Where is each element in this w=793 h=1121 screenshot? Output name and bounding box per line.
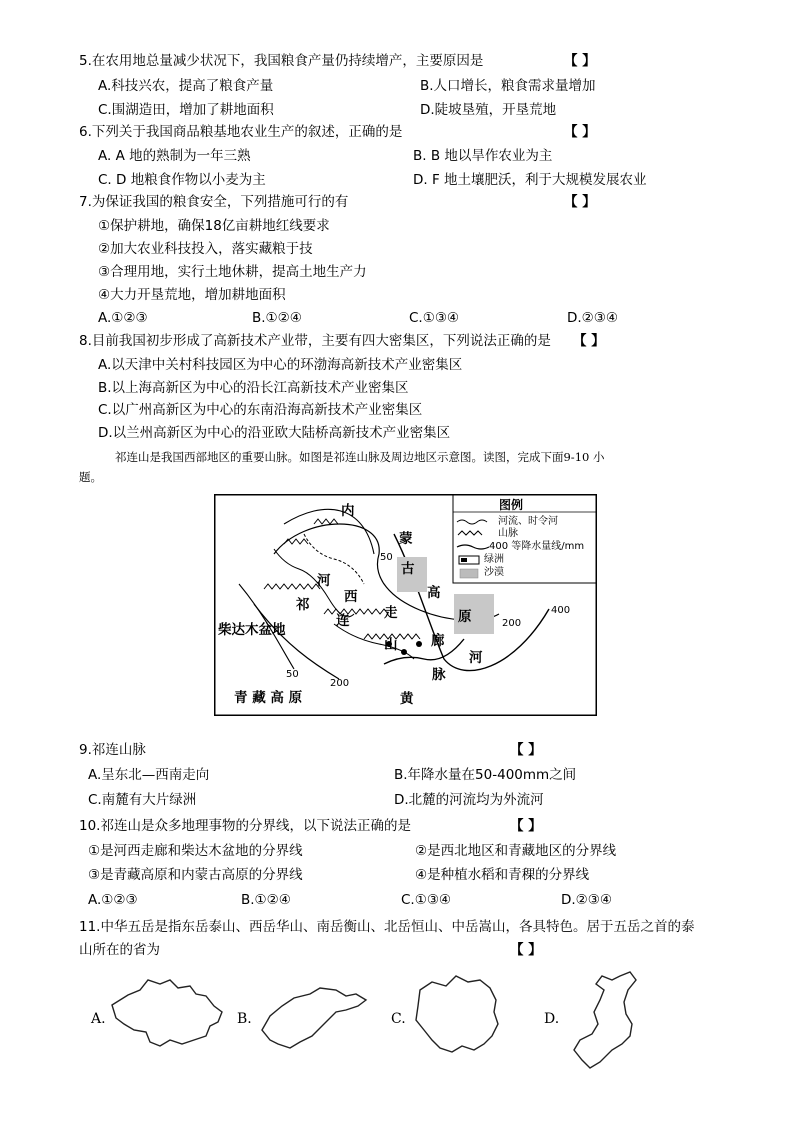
map-label-qaidam: 柴达木盆地	[218, 622, 286, 638]
q8-answer-bracket[interactable]: 【 】	[573, 333, 605, 349]
q7-option-b[interactable]: B.①②④	[252, 310, 302, 326]
q6-option-c[interactable]: C. D 地粮食作物以小麦为主	[98, 172, 266, 188]
q10-answer-bracket[interactable]: 【 】	[510, 818, 542, 834]
q9-option-b[interactable]: B.年降水量在50-400mm之间	[394, 767, 577, 783]
map-label-he2: 河	[469, 650, 483, 666]
map-label-200b: 200	[330, 678, 350, 689]
oasis-3	[416, 641, 422, 647]
map-label-200a: 200	[502, 618, 522, 629]
map-label-nei: 内	[341, 503, 355, 519]
q5-answer-bracket[interactable]: 【 】	[564, 53, 596, 69]
province-outline-b	[262, 988, 366, 1048]
q6-option-b[interactable]: B. B 地以旱作农业为主	[413, 148, 553, 164]
q10-item-2: ②是西北地区和青藏地区的分界线	[415, 843, 617, 859]
oasis-2	[401, 649, 407, 655]
q8-option-c[interactable]: C.以广州高新区为中心的东南沿海高新技术产业密集区	[98, 402, 423, 418]
q6-option-a[interactable]: A. A 地的熟制为一年三熟	[98, 148, 251, 164]
q7-item-2: ②加大农业科技投入，落实藏粮于技	[98, 241, 313, 257]
q11-option-d-label[interactable]: D.	[544, 1011, 560, 1027]
q5-option-c[interactable]: C.围湖造田，增加了耕地面积	[98, 102, 274, 118]
map-label-qi: 祁	[296, 597, 310, 613]
q7-item-3: ③合理用地，实行土地休耕，提高土地生产力	[98, 264, 367, 280]
q11-option-c-label[interactable]: C.	[391, 1011, 406, 1027]
map-label-huang: 黄	[400, 691, 414, 707]
map-label-gao: 高	[427, 585, 441, 601]
q10-option-a[interactable]: A.①②③	[88, 892, 138, 908]
q7-item-4: ④大力开垦荒地，增加耕地面积	[98, 287, 286, 303]
map-label-lang: 廊	[431, 633, 445, 649]
q7-option-a[interactable]: A.①②③	[98, 310, 148, 326]
intro-line-2: 题。	[79, 470, 102, 484]
legend-title: 图例	[499, 498, 524, 512]
q10-item-4: ④是种植水稻和青稞的分界线	[415, 867, 590, 883]
q9-option-d[interactable]: D.北麓的河流均为外流河	[394, 792, 544, 808]
q7-answer-bracket[interactable]: 【 】	[564, 194, 596, 210]
q11-option-a-label[interactable]: A.	[91, 1011, 106, 1027]
map-label-shan: 山	[384, 637, 398, 653]
q9-option-a[interactable]: A.呈东北—西南走向	[88, 767, 210, 783]
q7-stem: 7.为保证我国的粮食安全，下列措施可行的有	[79, 194, 349, 210]
q11-option-b-label[interactable]: B.	[237, 1011, 252, 1027]
q10-item-3: ③是青藏高原和内蒙古高原的分界线	[88, 867, 303, 883]
intro-line-1: 祁连山是我国西部地区的重要山脉。如图是祁连山脉及周边地区示意图。读图，完成下面9-10 小	[115, 450, 605, 464]
q9-option-c[interactable]: C.南麓有大片绿洲	[88, 792, 197, 808]
q8-option-a[interactable]: A.以天津中关村科技园区为中心的环渤海高新技术产业密集区	[98, 357, 463, 373]
q6-answer-bracket[interactable]: 【 】	[564, 124, 596, 140]
q10-item-1: ①是河西走廊和柴达木盆地的分界线	[88, 843, 303, 859]
map-label-zou: 走	[384, 605, 398, 621]
map-label-50a: 50	[380, 552, 393, 563]
province-outline-c	[416, 976, 498, 1052]
legend-item-mountain: 山脉	[498, 528, 518, 539]
q11-stem-line-2: 山所在的省为	[79, 942, 160, 958]
q8-option-b[interactable]: B.以上海高新区为中心的沿长江高新技术产业密集区	[98, 380, 409, 396]
q6-stem: 6.下列关于我国商品粮基地农业生产的叙述，正确的是	[79, 124, 403, 140]
q6-option-d[interactable]: D. F 地土壤肥沃，利于大规模发展农业	[413, 172, 647, 188]
legend-item-desert: 沙漠	[484, 567, 504, 578]
q7-option-d[interactable]: D.②③④	[567, 310, 618, 326]
q5-stem: 5.在农用地总量减少状况下，我国粮食产量仍持续增产，主要原因是	[79, 53, 484, 69]
q9-answer-bracket[interactable]: 【 】	[510, 742, 542, 758]
map-label-gu: 古	[401, 561, 415, 577]
q11-stem-line-1: 11.中华五岳是指东岳泰山、西岳华山、南岳衡山、北岳恒山、中岳嵩山，各具特色。居于五岳之首的泰	[79, 919, 695, 935]
map-label-meng: 蒙	[399, 531, 413, 547]
q7-option-c[interactable]: C.①③④	[409, 310, 460, 326]
map-label-xi: 西	[344, 589, 358, 605]
q9-stem: 9.祁连山脉	[79, 742, 146, 758]
q10-option-d[interactable]: D.②③④	[561, 892, 612, 908]
q10-option-b[interactable]: B.①②④	[241, 892, 291, 908]
map-label-lian: 连	[336, 613, 350, 629]
q5-option-a[interactable]: A.科技兴农，提高了粮食产量	[98, 78, 274, 94]
map-label-he: 河	[317, 573, 331, 589]
q8-stem: 8.目前我国初步形成了高新技术产业带，主要有四大密集区，下列说法正确的是	[79, 333, 551, 349]
q5-option-b[interactable]: B.人口增长，粮食需求量增加	[420, 78, 596, 94]
qilian-map-figure	[214, 494, 597, 716]
q5-option-d[interactable]: D.陡坡垦殖，开垦荒地	[420, 102, 557, 118]
map-label-mai: 脉	[432, 667, 446, 683]
map-label-yuan: 原	[458, 609, 472, 625]
q10-stem: 10.祁连山是众多地理事物的分界线，以下说法正确的是	[79, 818, 411, 834]
q7-item-1: ①保护耕地，确保18亿亩耕地红线要求	[98, 218, 330, 234]
legend-desert-symbol	[460, 569, 478, 578]
q8-option-d[interactable]: D.以兰州高新区为中心的沿亚欧大陆桥高新技术产业密集区	[98, 425, 451, 441]
map-label-50b: 50	[286, 669, 299, 680]
map-label-qingzang: 青 藏 高 原	[234, 690, 303, 706]
map-label-400: 400	[551, 605, 571, 616]
province-outline-d	[574, 972, 636, 1068]
province-outline-a	[112, 980, 222, 1046]
q11-answer-bracket[interactable]: 【 】	[510, 942, 542, 958]
legend-item-river: 河流、时令河	[498, 516, 558, 527]
q10-option-c[interactable]: C.①③④	[401, 892, 452, 908]
legend-item-isohyet: 400 等降水量线/mm	[489, 541, 585, 552]
legend-item-oasis: 绿洲	[484, 554, 504, 565]
